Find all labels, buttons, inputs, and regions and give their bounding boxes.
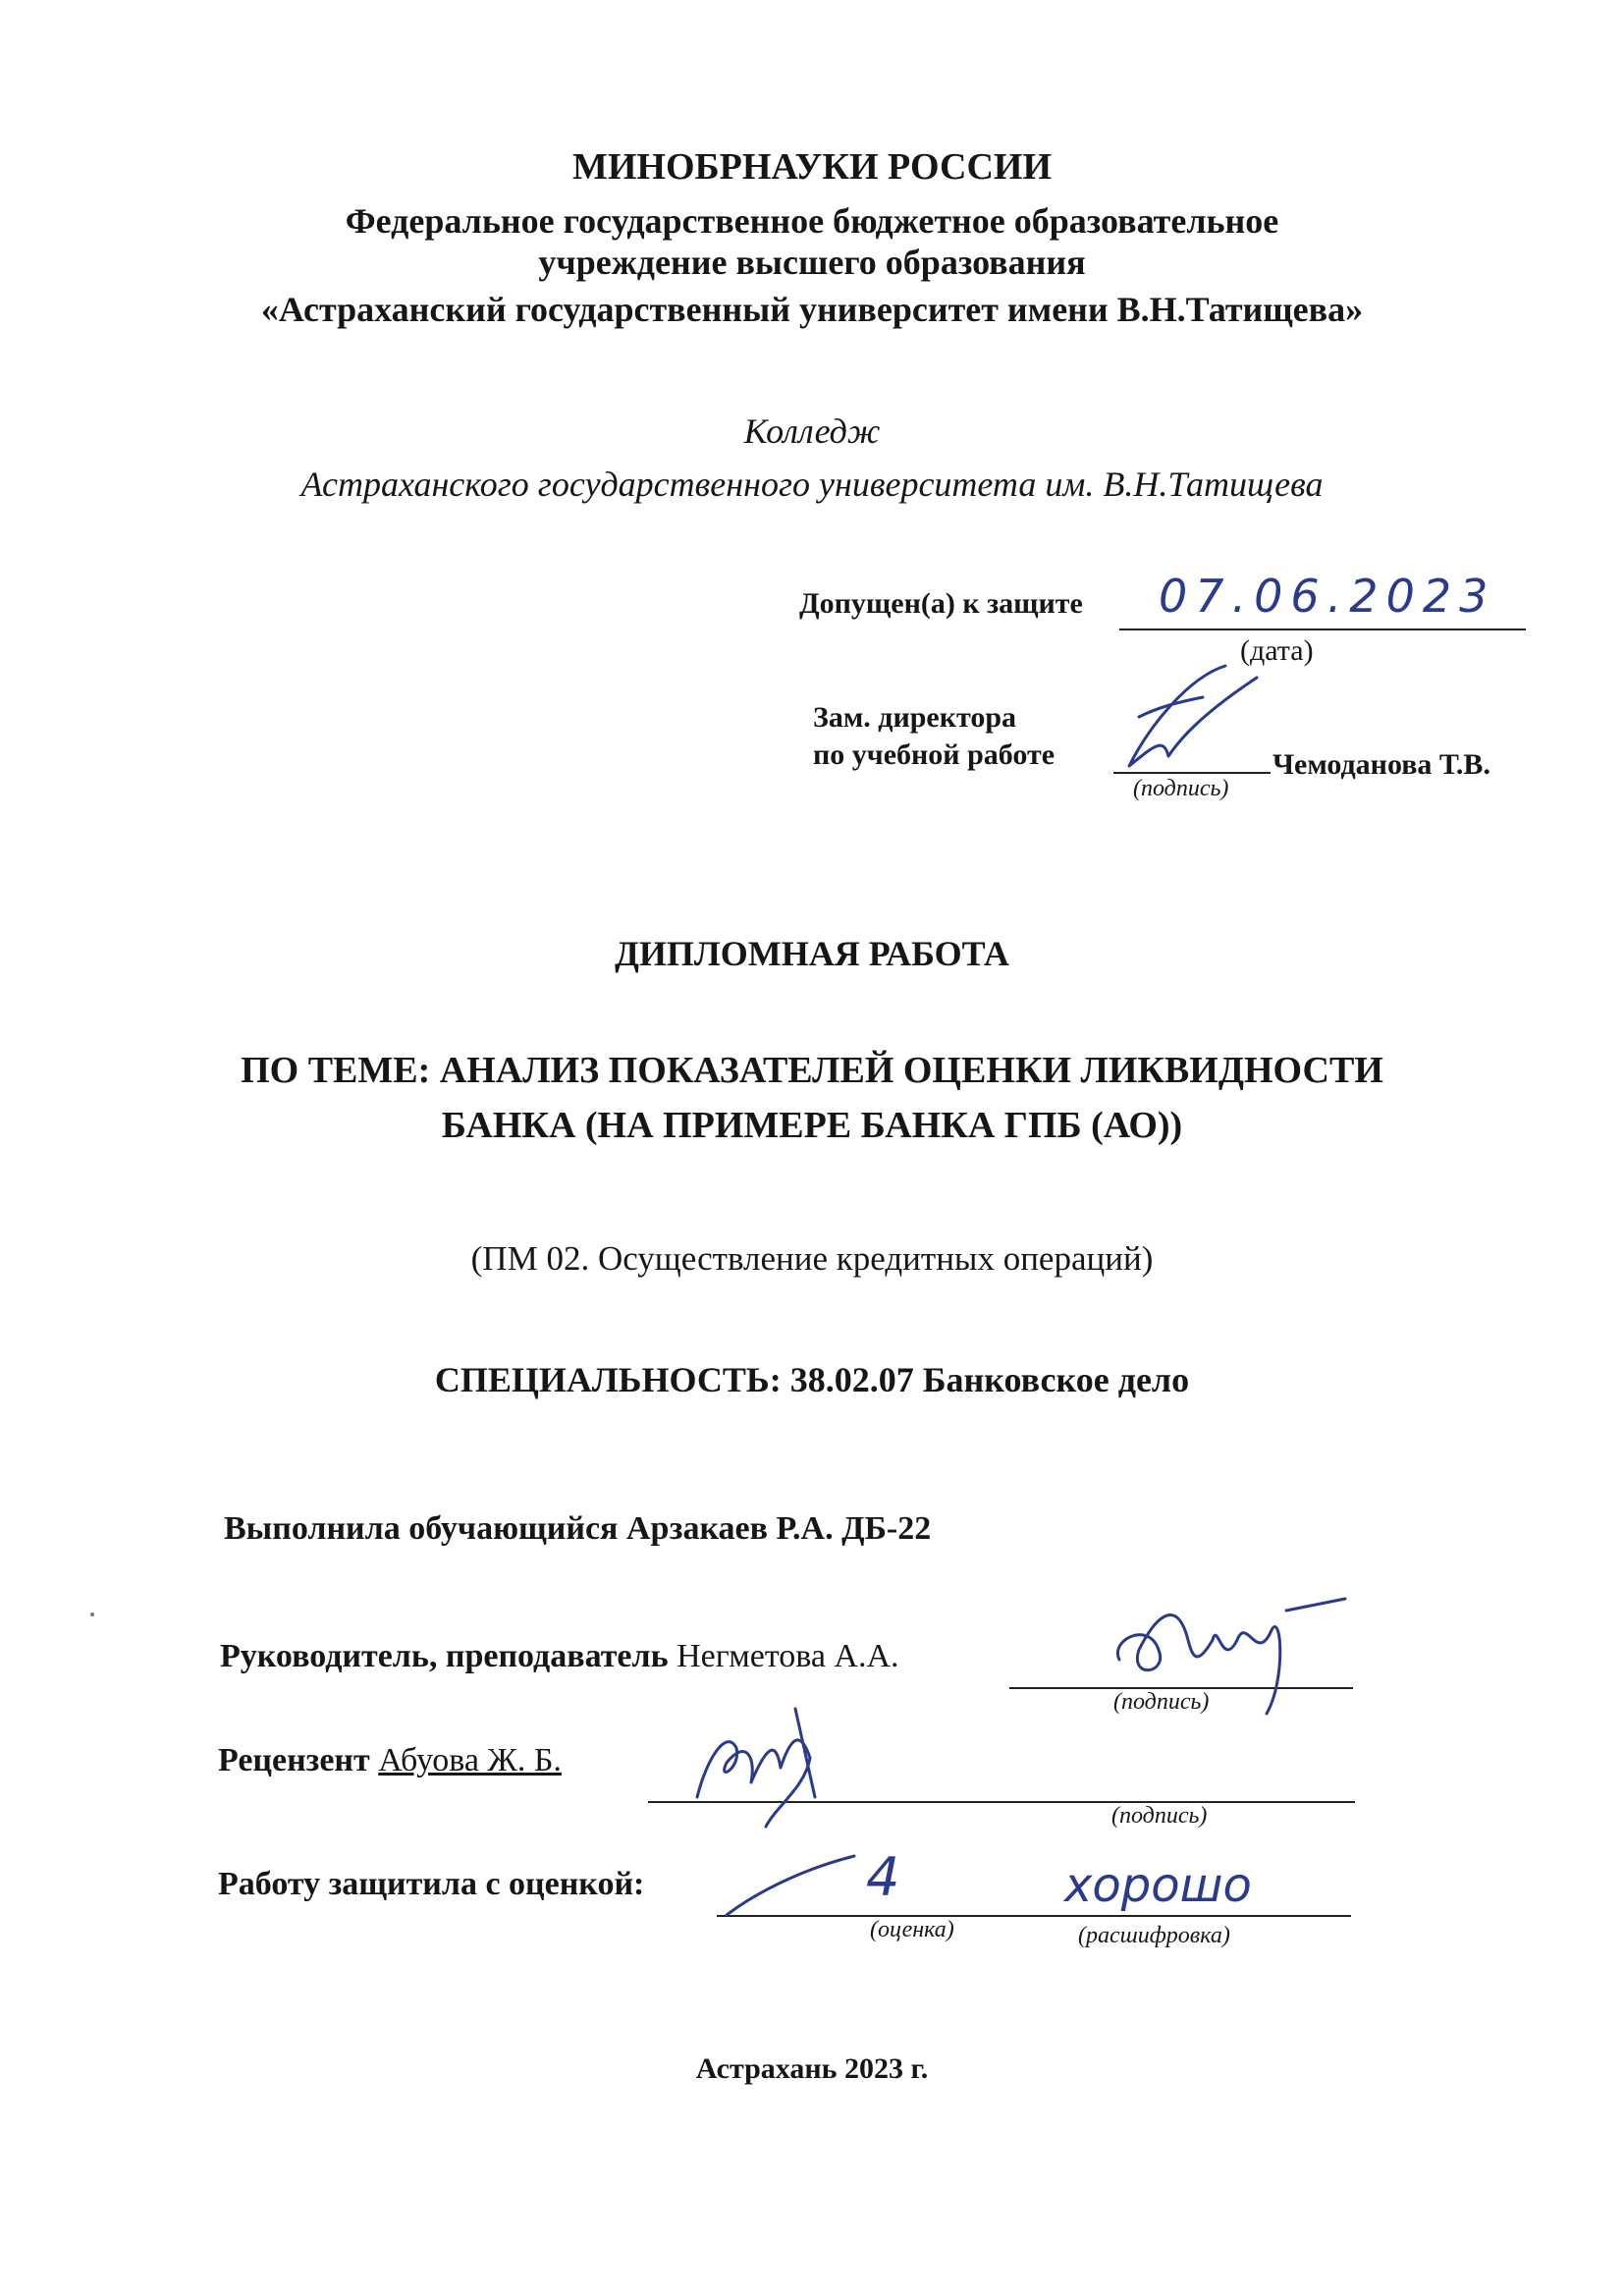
college-line-2: Астраханского государственного университета им. В.Н.Татищева [300,465,1324,504]
org-line-3: «Астраханский государственный университет имени В.Н.Татищева» [260,290,1364,329]
deputy-signature-caption: (подпись) [1133,776,1229,801]
ministry-heading: МИНОБРНАУКИ РОССИИ [571,146,1053,188]
reviewer-signature [677,1689,854,1836]
grade-word-caption: (расшифровка) [1078,1923,1230,1948]
author-line: Выполнила обучающийся Арзакаев Р.А. ДБ-22 [224,1510,932,1547]
document-type: ДИПЛОМНАЯ РАБОТА [615,934,1009,973]
date-underline [1119,629,1526,630]
deputy-name: Чемоданова Т.В. [1272,748,1490,781]
date-caption: (дата) [1240,634,1314,667]
topic-line-1: ПО ТЕМЕ: АНАЛИЗ ПОКАЗАТЕЛЕЙ ОЦЕНКИ ЛИКВИДНОСТИ [241,1050,1383,1091]
admitted-label: Допущен(а) к защите [799,587,1083,620]
deputy-signature [1110,658,1267,786]
specialty-line: СПЕЦИАЛЬНОСТЬ: 38.02.07 Банковское дело [434,1360,1190,1399]
supervisor-signature-caption: (подпись) [1113,1689,1210,1715]
supervisor-signature [1100,1581,1365,1719]
grade-stroke [717,1846,864,1925]
reviewer-label: Рецензент [218,1742,370,1778]
handwritten-grade-word: хорошо [1064,1858,1252,1913]
scan-speck [90,1613,94,1616]
org-line-1: Федеральное государственное бюджетное образовательное [345,201,1279,241]
handwritten-date: 07.06.2023 [1159,570,1496,623]
reviewer-signature-caption: (подпись) [1111,1803,1208,1829]
handwritten-grade: 4 [866,1846,900,1908]
grade-label: Работу защитила с оценкой: [218,1866,645,1902]
college-line-1: Колледж [743,411,881,451]
city-year: Астрахань 2023 г. [695,2052,929,2085]
deputy-line-2: по учебной работе [813,738,1056,771]
supervisor-row [220,1638,899,1675]
supervisor-name: Негметова А.А. [677,1638,899,1674]
module-line: (ПМ 02. Осуществление кредитных операций) [470,1239,1154,1278]
deputy-line-1: Зам. директора [813,701,1017,734]
topic-line-2: БАНКА (НА ПРИМЕРЕ БАНКА ГПБ (АО)) [441,1105,1183,1146]
grade-caption: (оценка) [870,1917,954,1942]
supervisor-label: Руководитель, преподаватель [220,1638,669,1674]
reviewer-row [218,1742,562,1779]
org-line-2: учреждение высшего образования [538,243,1086,282]
reviewer-name: Абуова Ж. Б. [378,1742,562,1778]
